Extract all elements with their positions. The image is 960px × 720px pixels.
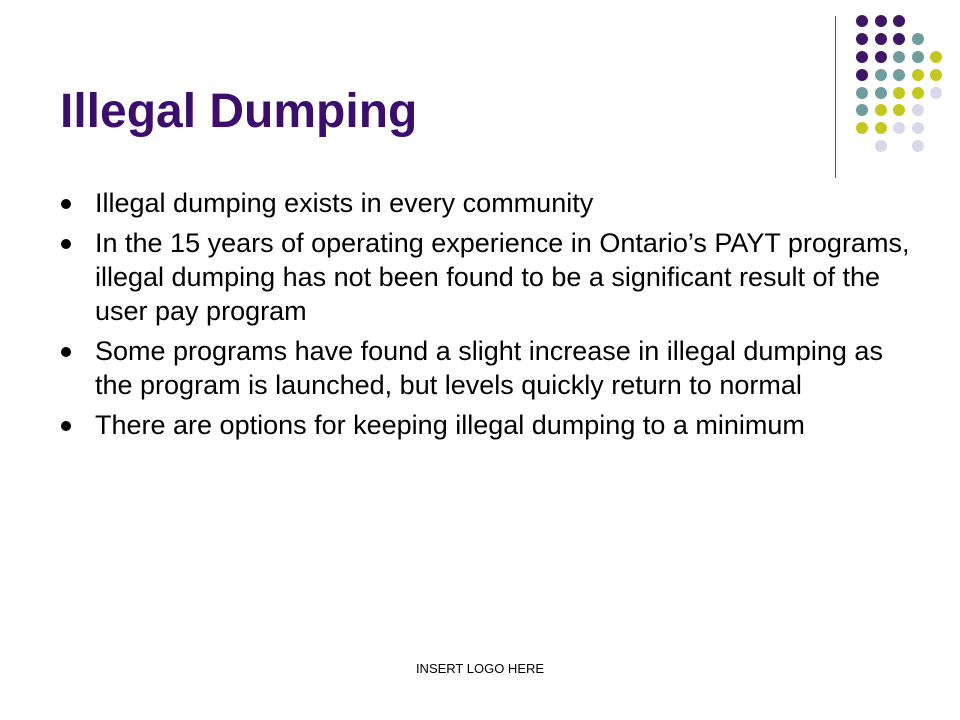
decorative-dot [875, 104, 887, 116]
decorative-dot [856, 51, 868, 63]
decorative-dot [875, 140, 887, 152]
decorative-dot [893, 87, 905, 99]
decorative-dot [893, 15, 905, 27]
decorative-dot [893, 69, 905, 81]
decorative-dot [912, 122, 924, 134]
decorative-dot [856, 104, 868, 116]
bullet-text: There are options for keeping illegal dumping to a minimum [95, 410, 805, 440]
bullet-text: In the 15 years of operating experience in Ontario’s PAYT programs, illegal dumping has not been found to be a significant result of the user pay program [95, 228, 910, 326]
decorative-dot [912, 69, 924, 81]
decorative-dot [875, 122, 887, 134]
decorative-dot [875, 69, 887, 81]
decorative-dot [930, 87, 942, 99]
decorative-dot [875, 51, 887, 63]
bullet-text: Illegal dumping exists in every community [95, 188, 594, 218]
decorative-dot [875, 33, 887, 45]
decorative-dot [912, 51, 924, 63]
decorative-dot [856, 87, 868, 99]
decorative-dot [930, 51, 942, 63]
logo-placeholder: INSERT LOGO HERE [415, 661, 545, 676]
decorative-dot [912, 33, 924, 45]
decorative-dot [893, 122, 905, 134]
slide-title: Illegal Dumping [60, 85, 418, 138]
bullet-text: Some programs have found a slight increase in illegal dumping as the program is launched, but levels quickly return to normal [95, 336, 883, 400]
decorative-dot [856, 33, 868, 45]
decorative-dot [912, 140, 924, 152]
decorative-dot [893, 104, 905, 116]
decorative-dot [856, 122, 868, 134]
decorative-dot [856, 15, 868, 27]
decorative-dot [856, 69, 868, 81]
decorative-dot [893, 51, 905, 63]
decorative-dot [893, 33, 905, 45]
decorative-dot [875, 87, 887, 99]
decorative-dot [912, 87, 924, 99]
decorative-dot [875, 15, 887, 27]
decorative-dot [912, 104, 924, 116]
decorative-dot [930, 69, 942, 81]
